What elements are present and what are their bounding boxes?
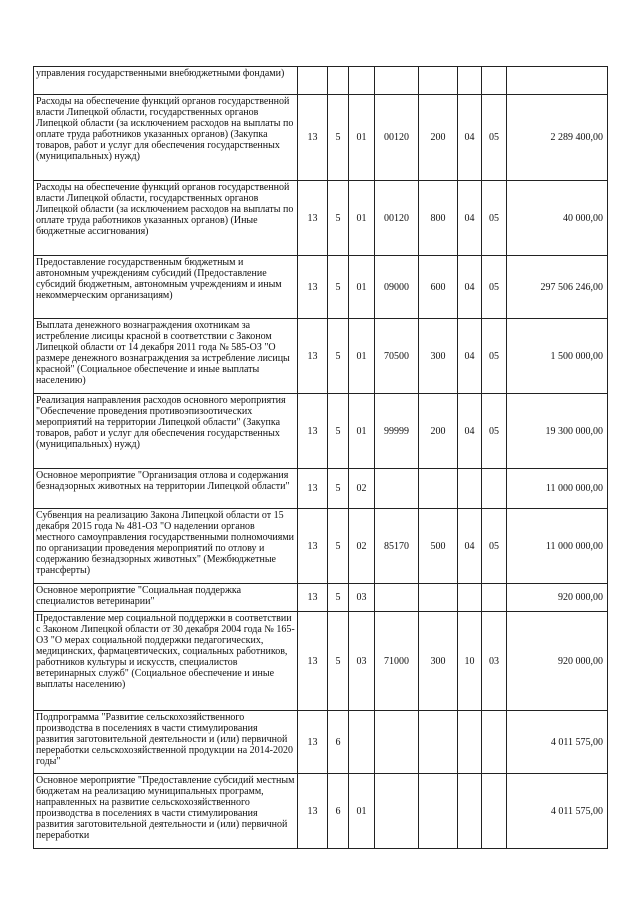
- row-description: Основное мероприятие "Организация отлова и содержания безнадзорных животных на территории Липецкой области": [34, 469, 298, 509]
- amount: 40 000,00: [507, 181, 608, 256]
- code-section: [458, 469, 482, 509]
- code-section: 04: [458, 319, 482, 394]
- code-expense-type: 300: [419, 612, 458, 711]
- code-expense-direction: 00120: [375, 181, 419, 256]
- code-ministry: 13: [298, 256, 328, 319]
- code-ministry: 13: [298, 509, 328, 584]
- code-expense-direction: [375, 711, 419, 774]
- table-row: [34, 181, 608, 256]
- row-description: управления государственными внебюджетными фондами): [34, 67, 298, 95]
- code-expense-direction: 99999: [375, 394, 419, 469]
- code-subprogram: [328, 67, 349, 95]
- code-expense-direction: 09000: [375, 256, 419, 319]
- row-description: Выплата денежного вознаграждения охотникам за истребление лисицы красной в соответствии с Законом Липецкой области от 14 декабря 2011 года № 585-ОЗ "О размере денежного вознаграждения за истребление лисицы красной" (Социальное обеспечение и иные выплаты населению): [34, 319, 298, 394]
- amount: 19 300 000,00: [507, 394, 608, 469]
- code-expense-type: 500: [419, 509, 458, 584]
- code-subprogram: 6: [328, 711, 349, 774]
- code-ministry: [298, 67, 328, 95]
- code-expense-direction: 85170: [375, 509, 419, 584]
- table-row: [34, 774, 608, 849]
- amount: 11 000 000,00: [507, 469, 608, 509]
- table-row: [34, 95, 608, 181]
- row-description: Предоставление государственным бюджетным и автономным учреждениям субсидий (Предоставление субсидий бюджетным, автономным учреждениям и иным некоммерческим организациям): [34, 256, 298, 319]
- code-section: [458, 584, 482, 612]
- code-subprogram: 5: [328, 469, 349, 509]
- code-subsection: 03: [482, 612, 507, 711]
- amount: 1 500 000,00: [507, 319, 608, 394]
- code-subprogram: 6: [328, 774, 349, 849]
- code-ministry: 13: [298, 181, 328, 256]
- code-expense-type: [419, 469, 458, 509]
- budget-table: [33, 66, 608, 849]
- amount: 4 011 575,00: [507, 711, 608, 774]
- code-subsection: 05: [482, 95, 507, 181]
- row-description: Предоставление мер социальной поддержки в соответствии с Законом Липецкой области от 30 декабря 2004 года № 165-ОЗ "О мерах социальной поддержки педагогических, медицинских, фармацевтических, социальных работников, работников культуры и искусств, специалистов ветеринарных служб" (Социальное обеспечение и иные выплаты населению): [34, 612, 298, 711]
- code-subprogram: 5: [328, 584, 349, 612]
- code-expense-direction: 00120: [375, 95, 419, 181]
- code-ministry: 13: [298, 319, 328, 394]
- amount: 920 000,00: [507, 584, 608, 612]
- code-main-event: 01: [349, 95, 375, 181]
- code-expense-direction: 70500: [375, 319, 419, 394]
- code-section: [458, 711, 482, 774]
- table-row: [34, 469, 608, 509]
- row-description: Подпрограмма "Развитие сельскохозяйственного производства в поселениях в части стимулирования развития заготовительной деятельности и (или) первичной переработки сельскохозяйственной продукции на 2014-2020 годы": [34, 711, 298, 774]
- code-expense-type: [419, 774, 458, 849]
- code-main-event: 02: [349, 469, 375, 509]
- code-expense-type: 200: [419, 394, 458, 469]
- code-main-event: 01: [349, 181, 375, 256]
- code-expense-type: 200: [419, 95, 458, 181]
- code-subsection: 05: [482, 509, 507, 584]
- row-description: Реализация направления расходов основного мероприятия "Обеспечение проведения противоэпизоотических мероприятий на территории Липецкой области" (Закупка товаров, работ и услуг для обеспечения государственных (муниципальных) нужд): [34, 394, 298, 469]
- amount: [507, 67, 608, 95]
- code-subprogram: 5: [328, 394, 349, 469]
- code-ministry: 13: [298, 469, 328, 509]
- code-section: [458, 67, 482, 95]
- code-main-event: 03: [349, 584, 375, 612]
- row-description: Основное мероприятие "Социальная поддержка специалистов ветеринарии": [34, 584, 298, 612]
- amount: 11 000 000,00: [507, 509, 608, 584]
- code-expense-type: 600: [419, 256, 458, 319]
- code-expense-type: 800: [419, 181, 458, 256]
- code-expense-type: [419, 67, 458, 95]
- table-row: [34, 394, 608, 469]
- code-expense-direction: 71000: [375, 612, 419, 711]
- code-subsection: 05: [482, 394, 507, 469]
- code-main-event: 01: [349, 394, 375, 469]
- code-main-event: 01: [349, 319, 375, 394]
- row-description: Расходы на обеспечение функций органов государственной власти Липецкой области, государственных органов Липецкой области (за исключением расходов на выплаты по оплате труда работников указанных органов) (Иные бюджетные ассигнования): [34, 181, 298, 256]
- code-expense-type: 300: [419, 319, 458, 394]
- code-main-event: 03: [349, 612, 375, 711]
- code-section: 04: [458, 256, 482, 319]
- code-subsection: [482, 584, 507, 612]
- code-ministry: 13: [298, 711, 328, 774]
- amount: 2 289 400,00: [507, 95, 608, 181]
- code-section: 10: [458, 612, 482, 711]
- code-ministry: 13: [298, 95, 328, 181]
- table-row: [34, 584, 608, 612]
- code-ministry: 13: [298, 394, 328, 469]
- code-ministry: 13: [298, 584, 328, 612]
- table-row: [34, 612, 608, 711]
- code-ministry: 13: [298, 774, 328, 849]
- row-description: Расходы на обеспечение функций органов государственной власти Липецкой области, государственных органов Липецкой области (за исключением расходов на выплаты по оплате труда работников указанных органов) (Закупка товаров, работ и услуг для обеспечения государственных (муниципальных) нужд): [34, 95, 298, 181]
- table-row: [34, 256, 608, 319]
- code-section: 04: [458, 181, 482, 256]
- table-row: [34, 509, 608, 584]
- code-ministry: 13: [298, 612, 328, 711]
- table-row: [34, 711, 608, 774]
- amount: 4 011 575,00: [507, 774, 608, 849]
- table-body: [34, 67, 608, 849]
- amount: 297 506 246,00: [507, 256, 608, 319]
- table-row: [34, 319, 608, 394]
- code-main-event: [349, 67, 375, 95]
- code-expense-type: [419, 711, 458, 774]
- code-expense-direction: [375, 584, 419, 612]
- code-subsection: [482, 469, 507, 509]
- code-section: 04: [458, 95, 482, 181]
- code-main-event: 01: [349, 774, 375, 849]
- row-description: Субвенция на реализацию Закона Липецкой области от 15 декабря 2015 года № 481-ОЗ "О наделении органов местного самоуправления государственными полномочиями по организации проведения мероприятий по отлову и содержанию безнадзорных животных" (Межбюджетные трансферты): [34, 509, 298, 584]
- code-section: 04: [458, 509, 482, 584]
- amount: 920 000,00: [507, 612, 608, 711]
- code-subsection: 05: [482, 181, 507, 256]
- code-subsection: 05: [482, 256, 507, 319]
- code-main-event: 01: [349, 256, 375, 319]
- code-subprogram: 5: [328, 319, 349, 394]
- table-row: [34, 67, 608, 95]
- code-subsection: [482, 67, 507, 95]
- code-main-event: [349, 711, 375, 774]
- code-subsection: [482, 774, 507, 849]
- code-subprogram: 5: [328, 181, 349, 256]
- code-subprogram: 5: [328, 256, 349, 319]
- code-expense-direction: [375, 469, 419, 509]
- code-expense-direction: [375, 774, 419, 849]
- code-subsection: [482, 711, 507, 774]
- code-section: 04: [458, 394, 482, 469]
- code-subsection: 05: [482, 319, 507, 394]
- row-description: Основное мероприятие "Предоставление субсидий местным бюджетам на реализацию муниципальных программ, направленных на развитие сельскохозяйственного производства в поселениях в части стимулирования развития заготовительной деятельности и (или) первичной переработки: [34, 774, 298, 849]
- code-subprogram: 5: [328, 95, 349, 181]
- code-subprogram: 5: [328, 612, 349, 711]
- code-expense-direction: [375, 67, 419, 95]
- code-section: [458, 774, 482, 849]
- code-main-event: 02: [349, 509, 375, 584]
- code-subprogram: 5: [328, 509, 349, 584]
- code-expense-type: [419, 584, 458, 612]
